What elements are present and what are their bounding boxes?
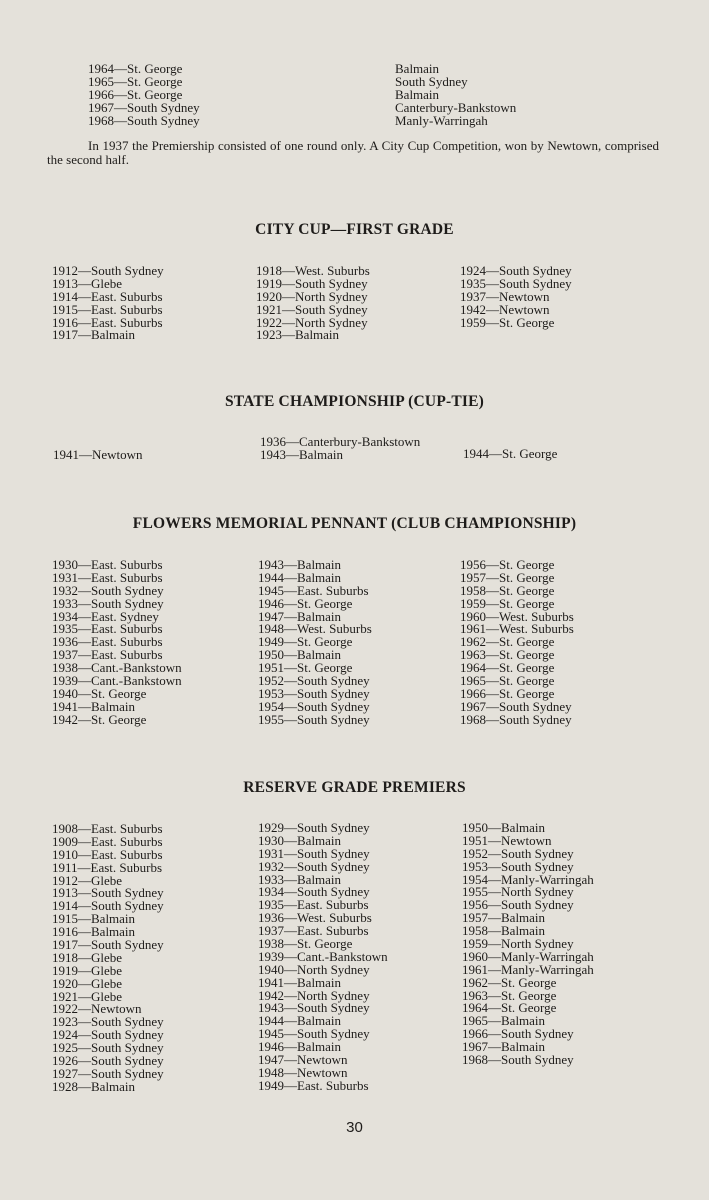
flowers-entry: 1967—South Sydney bbox=[460, 698, 572, 714]
reserve-entry: 1934—South Sydney bbox=[258, 884, 370, 900]
reserve-entry: 1939—Cant.-Bankstown bbox=[258, 948, 388, 964]
reserve-entry: 1925—South Sydney bbox=[52, 1040, 164, 1056]
reserve-entry: 1923—South Sydney bbox=[52, 1014, 164, 1030]
city-cup-entry: 1919—South Sydney bbox=[256, 275, 368, 291]
flowers-pennant-heading: FLOWERS MEMORIAL PENNANT (CLUB CHAMPIONSHIP) bbox=[132, 515, 577, 532]
flowers-entry: 1950—Balmain bbox=[258, 647, 342, 663]
state-championship-heading: STATE CHAMPIONSHIP (CUP-TIE) bbox=[224, 393, 485, 410]
reserve-entry: 1911—East. Suburbs bbox=[52, 859, 163, 875]
flowers-entry: 1949—St. George bbox=[258, 634, 353, 650]
flowers-entry: 1937—East. Suburbs bbox=[52, 647, 163, 663]
reserve-entry: 1950—Balmain bbox=[462, 820, 546, 835]
reserve-entry: 1919—Glebe bbox=[52, 962, 123, 978]
top-year-entry: 1965—St. George bbox=[88, 73, 183, 89]
city-cup-col-1 bbox=[52, 265, 164, 342]
reserve-entry: 1951—Newtown bbox=[462, 832, 552, 848]
top-club-entry: Balmain bbox=[395, 61, 440, 76]
flowers-entry: 1964—St. George bbox=[460, 660, 555, 676]
city-cup-entry: 1921—South Sydney bbox=[256, 301, 368, 317]
reserve-entry: 1927—South Sydney bbox=[52, 1065, 164, 1081]
top-list-clubs bbox=[395, 63, 516, 127]
state-col-2 bbox=[260, 436, 420, 462]
flowers-col-3 bbox=[460, 559, 574, 727]
city-cup-entry: 1924—South Sydney bbox=[460, 263, 572, 278]
reserve-entry: 1960—Manly-Warringah bbox=[462, 948, 594, 964]
city-cup-col-2 bbox=[256, 265, 370, 342]
state-col-1 bbox=[53, 449, 143, 462]
reserve-entry: 1938—St. George bbox=[258, 936, 353, 952]
reserve-entry: 1930—Balmain bbox=[258, 832, 342, 848]
flowers-entry: 1968—South Sydney bbox=[460, 711, 572, 727]
state-col-3 bbox=[463, 448, 557, 461]
city-cup-entry: 1913—Glebe bbox=[52, 275, 123, 291]
reserve-entry: 1964—St. George bbox=[462, 1000, 557, 1016]
reserve-entry: 1940—North Sydney bbox=[258, 961, 370, 977]
reserve-col-3 bbox=[462, 822, 594, 1067]
reserve-entry: 1921—Glebe bbox=[52, 988, 123, 1004]
flowers-entry: 1939—Cant.-Bankstown bbox=[52, 673, 182, 689]
flowers-entry: 1930—East. Suburbs bbox=[52, 557, 163, 572]
reserve-entry: 1916—Balmain bbox=[52, 924, 136, 940]
reserve-entry: 1937—East. Suburbs bbox=[258, 923, 369, 939]
reserve-entry: 1947—Newtown bbox=[258, 1052, 348, 1068]
flowers-entry: 1944—Balmain bbox=[258, 569, 342, 585]
reserve-entry: 1928—Balmain bbox=[52, 1078, 136, 1094]
flowers-entry: 1956—St. George bbox=[460, 557, 555, 572]
flowers-entry: 1960—West. Suburbs bbox=[460, 608, 574, 624]
reserve-entry: 1966—South Sydney bbox=[462, 1026, 574, 1042]
reserve-entry: 1957—Balmain bbox=[462, 910, 546, 926]
reserve-entry: 1956—South Sydney bbox=[462, 897, 574, 913]
reserve-entry: 1933—Balmain bbox=[258, 871, 342, 887]
reserve-entry: 1955—North Sydney bbox=[462, 884, 574, 900]
reserve-entry: 1943—South Sydney bbox=[258, 1000, 370, 1016]
flowers-entry: 1962—St. George bbox=[460, 634, 555, 650]
reserve-entry: 1958—Balmain bbox=[462, 923, 546, 939]
reserve-entry: 1918—Glebe bbox=[52, 949, 123, 965]
city-cup-entry: 1959—St. George bbox=[460, 314, 555, 330]
reserve-entry: 1967—Balmain bbox=[462, 1039, 546, 1055]
reserve-entry: 1963—St. George bbox=[462, 987, 557, 1003]
city-cup-entry: 1918—West. Suburbs bbox=[256, 263, 370, 278]
reserve-entry: 1935—East. Suburbs bbox=[258, 897, 369, 913]
city-cup-entry: 1923—Balmain bbox=[256, 327, 340, 343]
flowers-entry: 1940—St. George bbox=[52, 685, 147, 701]
flowers-entry: 1951—St. George bbox=[258, 660, 353, 676]
state-entry: 1936—Canterbury-Bankstown bbox=[260, 434, 421, 449]
flowers-entry: 1943—Balmain bbox=[258, 557, 342, 572]
flowers-entry: 1965—St. George bbox=[460, 673, 555, 689]
reserve-entry: 1952—South Sydney bbox=[462, 845, 574, 861]
flowers-entry: 1935—East. Suburbs bbox=[52, 621, 163, 637]
reserve-entry: 1929—South Sydney bbox=[258, 820, 370, 835]
flowers-entry: 1948—West. Suburbs bbox=[258, 621, 372, 637]
flowers-entry: 1945—East. Suburbs bbox=[258, 582, 369, 598]
reserve-entry: 1959—North Sydney bbox=[462, 936, 574, 952]
reserve-entry: 1914—South Sydney bbox=[52, 898, 164, 914]
city-cup-heading: CITY CUP—FIRST GRADE bbox=[255, 221, 454, 238]
flowers-entry: 1952—South Sydney bbox=[258, 673, 370, 689]
reserve-entry: 1936—West. Suburbs bbox=[258, 910, 372, 926]
city-cup-entry: 1935—South Sydney bbox=[460, 275, 572, 291]
flowers-entry: 1955—South Sydney bbox=[258, 711, 370, 727]
flowers-entry: 1958—St. George bbox=[460, 582, 555, 598]
flowers-entry: 1934—East. Sydney bbox=[52, 608, 159, 624]
city-cup-entry: 1920—North Sydney bbox=[256, 288, 368, 304]
state-entry: 1944—St. George bbox=[463, 446, 558, 461]
flowers-entry: 1961—West. Suburbs bbox=[460, 621, 574, 637]
flowers-entry: 1953—South Sydney bbox=[258, 685, 370, 701]
state-entry: 1941—Newtown bbox=[53, 447, 143, 462]
flowers-col-2 bbox=[258, 559, 372, 727]
flowers-entry: 1941—Balmain bbox=[52, 698, 136, 714]
reserve-grade-heading: RESERVE GRADE PREMIERS bbox=[243, 779, 466, 796]
top-club-entry: South Sydney bbox=[395, 73, 468, 89]
reserve-entry: 1910—East. Suburbs bbox=[52, 846, 163, 862]
flowers-entry: 1932—South Sydney bbox=[52, 582, 164, 598]
reserve-entry: 1961—Manly-Warringah bbox=[462, 961, 594, 977]
reserve-entry: 1954—Manly-Warringah bbox=[462, 871, 594, 887]
premiership-note: In 1937 the Premiership consisted of one round only. A City Cup Competition, won by Newtown, comprised the second half. bbox=[47, 138, 659, 167]
flowers-entry: 1931—East. Suburbs bbox=[52, 569, 163, 585]
flowers-entry: 1957—St. George bbox=[460, 569, 555, 585]
top-year-entry: 1966—St. George bbox=[88, 86, 183, 102]
reserve-entry: 1915—Balmain bbox=[52, 911, 136, 927]
reserve-entry: 1913—South Sydney bbox=[52, 885, 164, 901]
city-cup-entry: 1937—Newtown bbox=[460, 288, 550, 304]
top-club-entry: Canterbury-Bankstown bbox=[395, 99, 517, 115]
flowers-entry: 1936—East. Suburbs bbox=[52, 634, 163, 650]
reserve-entry: 1908—East. Suburbs bbox=[52, 821, 163, 836]
top-club-entry: Manly-Warringah bbox=[395, 112, 488, 128]
reserve-entry: 1948—Newtown bbox=[258, 1064, 348, 1080]
city-cup-entry: 1915—East. Suburbs bbox=[52, 301, 163, 317]
reserve-entry: 1932—South Sydney bbox=[258, 858, 370, 874]
reserve-entry: 1917—South Sydney bbox=[52, 937, 164, 953]
city-cup-entry: 1917—Balmain bbox=[52, 327, 136, 343]
page-number: 30 bbox=[346, 1119, 363, 1136]
reserve-entry: 1922—Newtown bbox=[52, 1001, 142, 1017]
city-cup-col-3 bbox=[460, 265, 572, 329]
top-club-entry: Balmain bbox=[395, 86, 440, 102]
reserve-entry: 1968—South Sydney bbox=[462, 1052, 574, 1068]
top-year-entry: 1964—St. George bbox=[88, 61, 183, 76]
reserve-entry: 1912—Glebe bbox=[52, 872, 123, 888]
top-year-entry: 1967—South Sydney bbox=[88, 99, 200, 115]
flowers-col-1 bbox=[52, 559, 182, 727]
top-year-entry: 1968—South Sydney bbox=[88, 112, 200, 128]
city-cup-entry: 1922—North Sydney bbox=[256, 314, 368, 330]
top-list-years bbox=[88, 63, 200, 127]
reserve-entry: 1924—South Sydney bbox=[52, 1027, 164, 1043]
flowers-entry: 1933—South Sydney bbox=[52, 595, 164, 611]
city-cup-entry: 1912—South Sydney bbox=[52, 263, 164, 278]
reserve-entry: 1931—South Sydney bbox=[258, 845, 370, 861]
flowers-entry: 1966—St. George bbox=[460, 685, 555, 701]
reserve-entry: 1944—Balmain bbox=[258, 1013, 342, 1029]
reserve-entry: 1941—Balmain bbox=[258, 974, 342, 990]
reserve-entry: 1926—South Sydney bbox=[52, 1053, 164, 1069]
reserve-entry: 1945—South Sydney bbox=[258, 1026, 370, 1042]
city-cup-entry: 1916—East. Suburbs bbox=[52, 314, 163, 330]
reserve-entry: 1920—Glebe bbox=[52, 975, 123, 991]
reserve-col-2 bbox=[258, 822, 388, 1093]
flowers-entry: 1959—St. George bbox=[460, 595, 555, 611]
reserve-entry: 1909—East. Suburbs bbox=[52, 833, 163, 849]
flowers-entry: 1942—St. George bbox=[52, 711, 147, 727]
flowers-entry: 1947—Balmain bbox=[258, 608, 342, 624]
flowers-entry: 1954—South Sydney bbox=[258, 698, 370, 714]
reserve-entry: 1965—Balmain bbox=[462, 1013, 546, 1029]
reserve-entry: 1953—South Sydney bbox=[462, 858, 574, 874]
reserve-entry: 1962—St. George bbox=[462, 974, 557, 990]
flowers-entry: 1938—Cant.-Bankstown bbox=[52, 660, 182, 676]
reserve-entry: 1946—Balmain bbox=[258, 1039, 342, 1055]
city-cup-entry: 1914—East. Suburbs bbox=[52, 288, 163, 304]
flowers-entry: 1946—St. George bbox=[258, 595, 353, 611]
reserve-entry: 1942—North Sydney bbox=[258, 987, 370, 1003]
reserve-col-1 bbox=[52, 823, 164, 1094]
flowers-entry: 1963—St. George bbox=[460, 647, 555, 663]
state-entry: 1943—Balmain bbox=[260, 446, 344, 462]
reserve-entry: 1949—East. Suburbs bbox=[258, 1077, 369, 1093]
city-cup-entry: 1942—Newtown bbox=[460, 301, 550, 317]
